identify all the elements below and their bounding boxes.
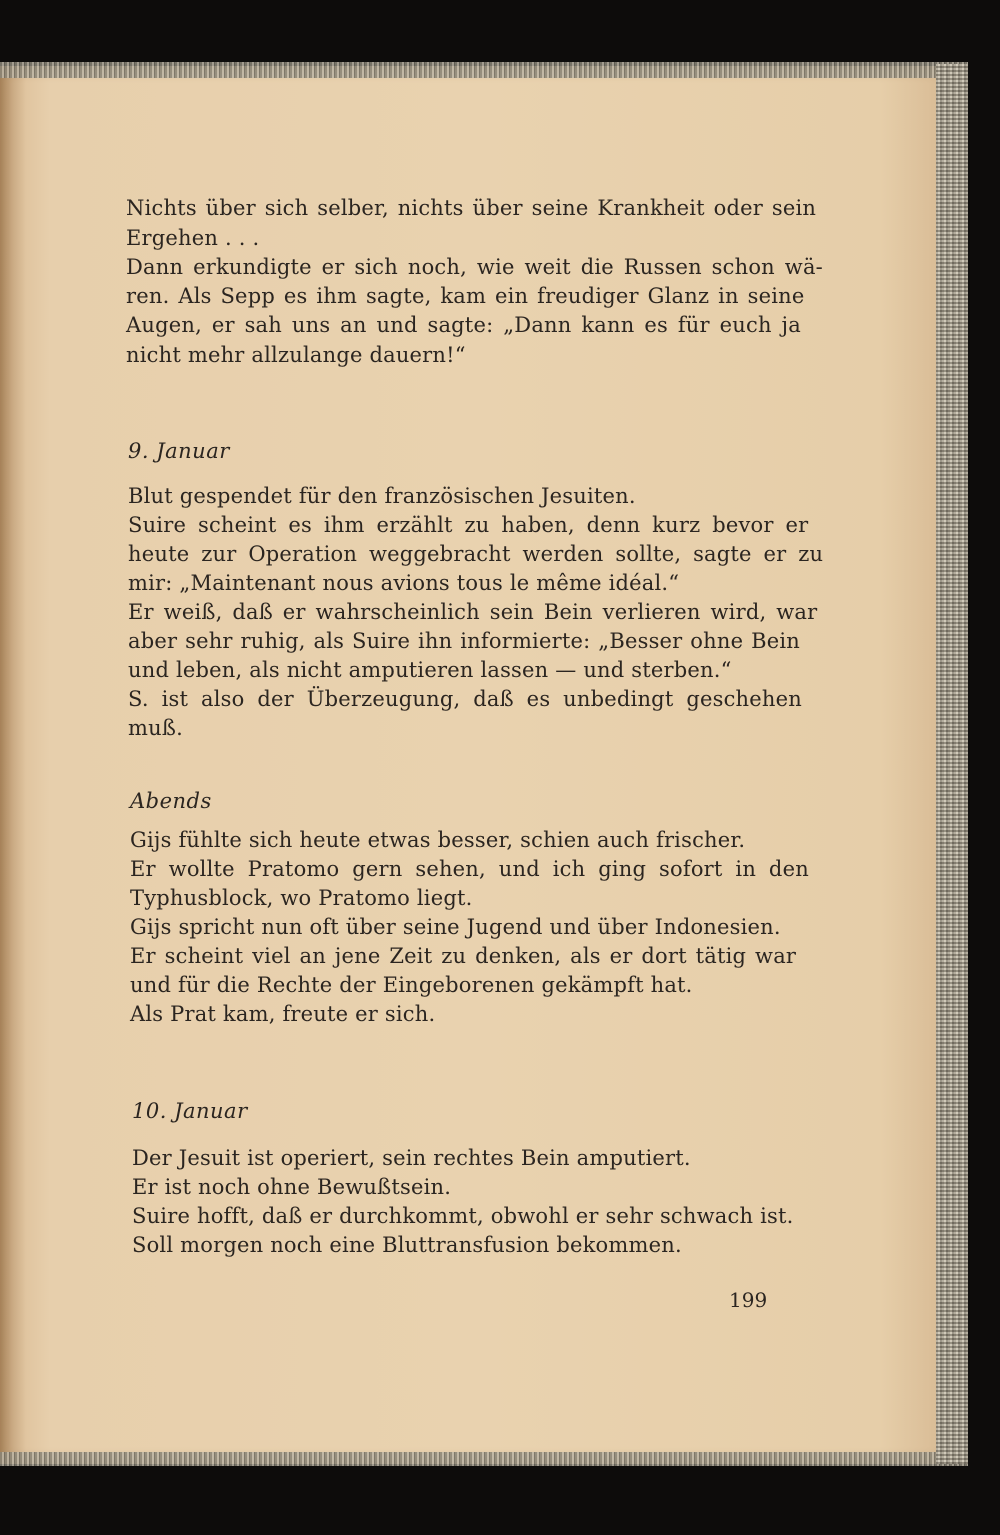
text-line: Er scheint viel an jene Zeit zu denken, als er dort tätig war xyxy=(130,944,797,968)
text-line: Suire scheint es ihm erzählt zu haben, denn kurz bevor er xyxy=(128,513,809,537)
text-line: Als Prat kam, freute er sich. xyxy=(130,1002,436,1026)
section-heading: Abends xyxy=(130,789,212,813)
text-line: Soll morgen noch eine Bluttransfusion bekommen. xyxy=(132,1233,682,1257)
text-line: muß. xyxy=(128,716,183,740)
text-line: heute zur Operation weggebracht werden sollte, sagte er zu xyxy=(128,542,824,566)
text-line: S. ist also der Überzeugung, daß es unbedingt geschehen xyxy=(128,687,802,711)
text-line: Dann erkundigte er sich noch, wie weit die Russen schon wä- xyxy=(126,255,823,279)
text-line: Blut gespendet für den französischen Jesuiten. xyxy=(128,484,636,508)
text-line: Ergehen . . . xyxy=(126,226,260,250)
text-line: Nichts über sich selber, nichts über seine Krankheit oder sein xyxy=(126,196,817,220)
text-line: nicht mehr allzulange dauern!“ xyxy=(126,343,466,367)
text-line: Gijs spricht nun oft über seine Jugend und über Indonesien. xyxy=(130,915,781,939)
date-heading: 9. Januar xyxy=(128,439,230,463)
text-line: Er weiß, daß er wahrscheinlich sein Bein verlieren wird, war xyxy=(128,600,818,624)
text-line: Der Jesuit ist operiert, sein rechtes Bein amputiert. xyxy=(132,1146,691,1170)
text-line: mir: „Maintenant nous avions tous le même idéal.“ xyxy=(128,571,680,595)
page-number: 199 xyxy=(729,1288,768,1312)
text-line: Typhusblock, wo Pratomo liegt. xyxy=(130,886,473,910)
text-line: und für die Rechte der Eingeborenen gekämpft hat. xyxy=(130,973,693,997)
text-line: und leben, als nicht amputieren lassen — und sterben.“ xyxy=(128,658,732,682)
text-line: Er ist noch ohne Bewußtsein. xyxy=(132,1175,452,1199)
text-line: Augen, er sah uns an und sagte: „Dann kann es für euch ja xyxy=(126,313,801,337)
text-line: aber sehr ruhig, als Suire ihn informierte: „Besser ohne Bein xyxy=(128,629,800,653)
date-heading: 10. Januar xyxy=(132,1099,248,1123)
text-line: ren. Als Sepp es ihm sagte, kam ein freudiger Glanz in seine xyxy=(126,284,805,308)
text-line: Er wollte Pratomo gern sehen, und ich ging sofort in den xyxy=(130,857,809,881)
text-line: Suire hofft, daß er durchkommt, obwohl er sehr schwach ist. xyxy=(132,1204,794,1228)
text-line: Gijs fühlte sich heute etwas besser, schien auch frischer. xyxy=(130,828,746,852)
